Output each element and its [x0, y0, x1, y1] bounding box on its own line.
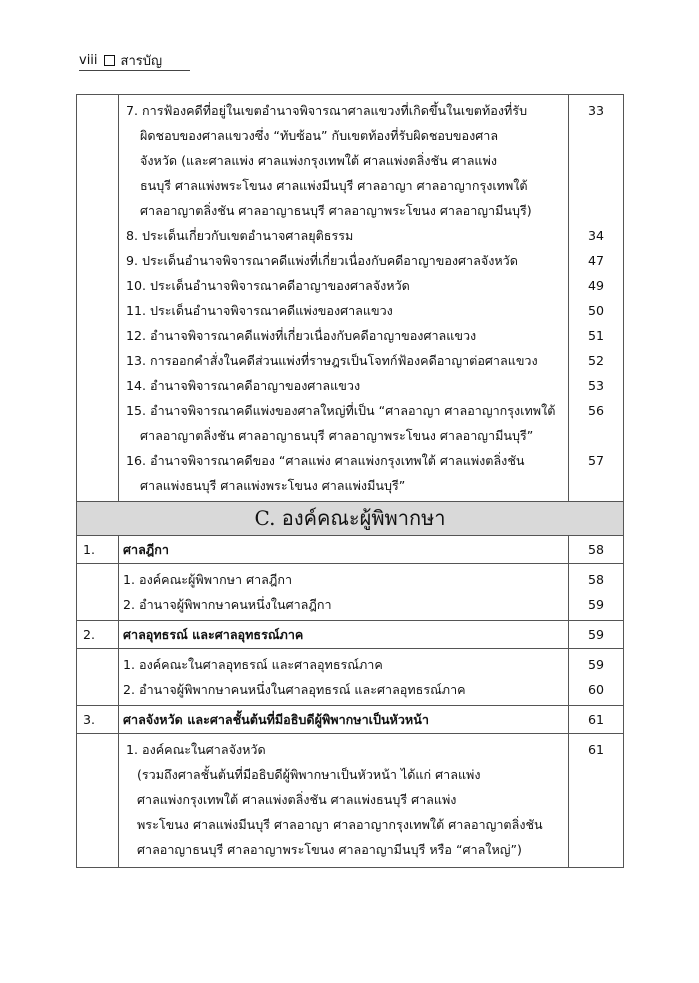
page-number: 56: [587, 403, 605, 418]
page-number: 59: [587, 657, 605, 672]
entry-line: 16. อำนาจพิจารณาคดีของ “ศาลแพ่ง ศาลแพ่งกรุงเทพใต้ ศาลแพ่งตลิ่งชัน: [126, 453, 525, 468]
toc-entry-13[interactable]: 13. การออกคำสั่งในคดีส่วนแพ่งที่ราษฎรเป็นโจทก์ฟ้องคดีอาญาต่อศาลแขวง: [126, 353, 538, 368]
page-number: 50: [587, 303, 605, 318]
group-heading-row[interactable]: [77, 536, 624, 564]
group-number: 2.: [77, 621, 119, 649]
entry-line: พระโขนง ศาลแพ่งมีนบุรี ศาลอาญา ศาลอาญากรุงเทพใต้ ศาลอาญาตลิ่งชัน: [137, 817, 543, 832]
entry-line: (รวมถึงศาลชั้นต้นที่มีอธิบดีผู้พิพากษาเป็นหัวหน้า ได้แก่ ศาลแพ่ง: [137, 767, 481, 782]
entry-line: 7. การฟ้องคดีที่อยู่ในเขตอำนาจพิจารณาศาลแขวงที่เกิดขึ้นในเขตท้องที่รับ: [126, 103, 528, 118]
group-number: 3.: [77, 706, 119, 734]
entry-line: ศาลอาญาตลิ่งชัน ศาลอาญาธนบุรี ศาลอาญาพระโขนง ศาลอาญามีนบุรี”: [140, 428, 534, 443]
page-header: [79, 50, 162, 71]
toc-entry-14[interactable]: 14. อำนาจพิจารณาคดีอาญาของศาลแขวง: [126, 378, 361, 393]
page-number: 58: [569, 536, 624, 564]
toc-entry-15[interactable]: [119, 398, 568, 448]
page-number: 58: [587, 572, 605, 587]
toc-entry-11[interactable]: 11. ประเด็นอำนาจพิจารณาคดีแพ่งของศาลแขวง: [126, 303, 393, 318]
entry-line: ศาลอาญาตลิ่งชัน ศาลอาญาธนบุรี ศาลอาญาพระโขนง ศาลอาญามีนบุรี): [140, 203, 532, 218]
header-underline: [79, 70, 190, 71]
group-number: 1.: [77, 536, 119, 564]
toc-entry[interactable]: [119, 734, 569, 868]
toc-entry[interactable]: 1. องค์คณะในศาลอุทธรณ์ และศาลอุทธรณ์ภาค: [123, 657, 383, 672]
group-items-row: [77, 734, 624, 868]
page-number: 53: [587, 378, 605, 393]
toc-entry[interactable]: 1. องค์คณะผู้พิพากษา ศาลฎีกา: [123, 572, 293, 587]
toc-entry[interactable]: 2. อำนาจผู้พิพากษาคนหนึ่งในศาลฎีกา: [123, 597, 332, 612]
group-heading-row[interactable]: [77, 706, 624, 734]
page-number: 61: [569, 706, 624, 734]
toc-table: [76, 94, 624, 868]
entry-line: จังหวัด (และศาลแพ่ง ศาลแพ่งกรุงเทพใต้ ศาลแพ่งตลิ่งชัน ศาลแพ่ง: [140, 153, 497, 168]
entry-line: ศาลแพ่งธนบุรี ศาลแพ่งพระโขนง ศาลแพ่งมีนบุรี”: [140, 478, 406, 493]
entry-line: ผิดชอบของศาลแขวงซึ่ง “ทับซ้อน” กับเขตท้องที่รับผิดชอบของศาล: [140, 128, 499, 143]
group-title: ศาลฎีกา: [119, 536, 569, 564]
toc-entry-10[interactable]: 10. ประเด็นอำนาจพิจารณาคดีอาญาของศาลจังหวัด: [126, 278, 410, 293]
group-title: ศาลจังหวัด และศาลชั้นต้นที่มีอธิบดีผู้พิพากษาเป็นหัวหน้า: [119, 706, 569, 734]
group-items-row: [77, 564, 624, 621]
checkbox-square-icon: [104, 55, 115, 66]
section-title: C. องค์คณะผู้พิพากษา: [77, 502, 624, 536]
header-title: สารบัญ: [120, 54, 163, 69]
entry-line: 15. อำนาจพิจารณาคดีแพ่งของศาลใหญ่ที่เป็น “ศาลอาญา ศาลอาญากรุงเทพใต้: [126, 403, 556, 418]
top-items-row: [77, 95, 624, 502]
page-number: 34: [587, 228, 605, 243]
page-number: 57: [587, 453, 605, 468]
entry-line: ศาลแพ่งกรุงเทพใต้ ศาลแพ่งตลิ่งชัน ศาลแพ่งธนบุรี ศาลแพ่ง: [137, 792, 457, 807]
page-number: 61: [587, 742, 605, 757]
page-number: 51: [587, 328, 605, 343]
group-heading-row[interactable]: [77, 621, 624, 649]
page-number: 60: [587, 682, 605, 697]
toc-entry[interactable]: 2. อำนาจผู้พิพากษาคนหนึ่งในศาลอุทธรณ์ และศาลอุทธรณ์ภาค: [123, 682, 466, 697]
page-number: 59: [569, 621, 624, 649]
header-page-number: viii: [79, 53, 98, 68]
page-number: 33: [587, 103, 605, 118]
toc-entry-8[interactable]: 8. ประเด็นเกี่ยวกับเขตอำนาจศาลยุติธรรม: [126, 228, 354, 243]
page-number: 52: [587, 353, 605, 368]
entry-line: ธนบุรี ศาลแพ่งพระโขนง ศาลแพ่งมีนบุรี ศาลอาญา ศาลอาญากรุงเทพใต้: [140, 178, 528, 193]
group-title: ศาลอุทธรณ์ และศาลอุทธรณ์ภาค: [119, 621, 569, 649]
top-pages-cell: [569, 95, 624, 502]
entry-line: 1. องค์คณะในศาลจังหวัด: [126, 742, 266, 757]
toc-entry-9[interactable]: 9. ประเด็นอำนาจพิจารณาคดีแพ่งที่เกี่ยวเนื่องกับคดีอาญาของศาลจังหวัด: [126, 253, 518, 268]
entry-line: ศาลอาญาธนบุรี ศาลอาญาพระโขนง ศาลอาญามีนบุรี หรือ “ศาลใหญ่”): [137, 842, 522, 857]
toc-entry-16[interactable]: [119, 448, 568, 498]
top-items-cell: [119, 95, 569, 502]
toc-entry-7[interactable]: [119, 98, 568, 223]
page-number: 49: [587, 278, 605, 293]
page-number: 59: [587, 597, 605, 612]
section-header-row: [77, 502, 624, 536]
page-number: 47: [587, 253, 605, 268]
group-items-row: [77, 649, 624, 706]
toc-entry-12[interactable]: 12. อำนาจพิจารณาคดีแพ่งที่เกี่ยวเนื่องกับคดีอาญาของศาลแขวง: [126, 328, 477, 343]
